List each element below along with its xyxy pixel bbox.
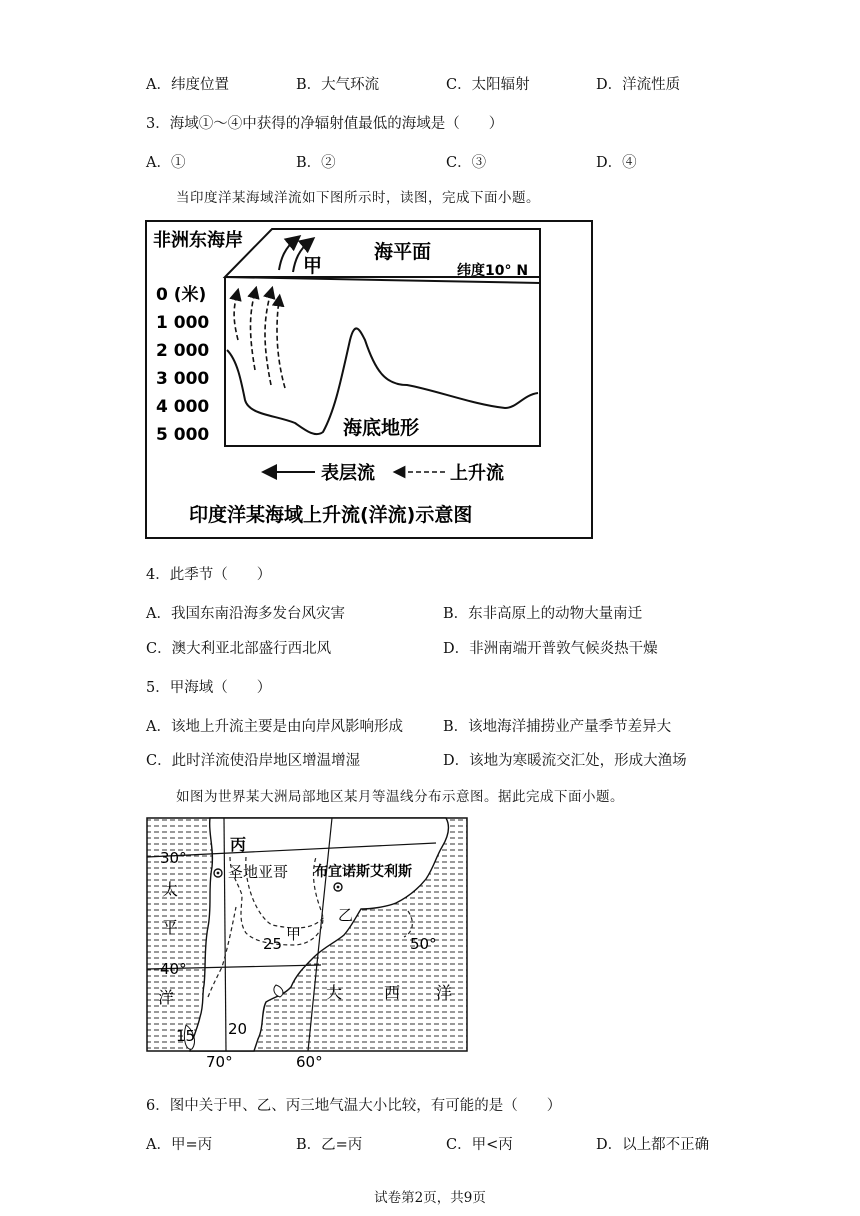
depth-label-3000: 3 000 — [156, 369, 210, 389]
bing-label: 丙 — [230, 835, 247, 854]
isotherm-20-label: 20 — [228, 1020, 248, 1038]
q6-option-d[interactable]: D．以上都不正确 — [596, 1137, 710, 1153]
q4-option-c[interactable]: C．澳大利亚北部盛行西北风 — [146, 641, 332, 657]
pacific-char-3: 洋 — [158, 988, 175, 1007]
q4-stem: 4．此季节（ ） — [146, 567, 272, 583]
legend-surface: 表层流 — [321, 463, 375, 484]
isotherm-map — [146, 817, 468, 1073]
lon-70-label: 70° — [206, 1053, 233, 1071]
q6-option-a[interactable]: A．甲=丙 — [146, 1137, 213, 1153]
depth-label-2000: 2 000 — [156, 341, 210, 361]
q4-option-b[interactable]: B．东非高原上的动物大量南迁 — [443, 606, 643, 622]
yi-map-label: 乙 — [338, 906, 354, 924]
depth-label-4000: 4 000 — [156, 397, 210, 417]
q2-option-c[interactable]: C．太阳辐射 — [446, 77, 530, 93]
upwelling-diagram — [145, 220, 593, 540]
atlantic-char-2: 西 — [384, 983, 401, 1002]
q2-option-b[interactable]: B．大气环流 — [296, 77, 380, 93]
q5-stem: 5．甲海域（ ） — [146, 680, 272, 696]
q4-option-d[interactable]: D．非洲南端开普敦气候炎热干燥 — [443, 641, 658, 657]
q3-option-d[interactable]: D．④ — [596, 155, 637, 171]
q5-option-a[interactable]: A．该地上升流主要是由向岸风影响形成 — [146, 719, 403, 735]
legend-upwelling: 上升流 — [450, 463, 504, 484]
buenos-aires-label: 布宜诺斯艾利斯 — [314, 864, 412, 880]
lat-30-label: 30° — [160, 849, 187, 867]
atlantic-char-1: 大 — [326, 983, 343, 1002]
q6-option-c[interactable]: C．甲<丙 — [446, 1137, 513, 1153]
atlantic-char-3: 洋 — [436, 983, 453, 1002]
q3-option-a[interactable]: A．① — [146, 155, 186, 171]
q5-option-b[interactable]: B．该地海洋捕捞业产量季节差异大 — [443, 719, 672, 735]
q2-option-a[interactable]: A．纬度位置 — [146, 77, 229, 93]
sea-level-label: 海平面 — [374, 241, 432, 263]
q3-option-c[interactable]: C．③ — [446, 155, 487, 171]
q5-option-d[interactable]: D．该地为寒暖流交汇处，形成大渔场 — [443, 753, 687, 769]
q6-option-b[interactable]: B．乙=丙 — [296, 1137, 363, 1153]
coast-label: 非洲东海岸 — [153, 230, 243, 251]
jia-label: 甲 — [303, 255, 323, 277]
q5-option-c[interactable]: C．此时洋流使沿岸地区增温增湿 — [146, 753, 361, 769]
q3-option-b[interactable]: B．② — [296, 155, 336, 171]
figure1-caption: 印度洋某海域上升流(洋流)示意图 — [189, 504, 473, 526]
seabed-label: 海底地形 — [343, 417, 420, 439]
q4-option-a[interactable]: A．我国东南沿海多发台风灾害 — [146, 606, 345, 622]
intro-figure2: 如图为世界某大洲局部地区某月等温线分布示意图。据此完成下面小题。 — [176, 789, 624, 805]
depth-label-1000: 1 000 — [156, 313, 210, 333]
page-footer: 试卷第2页，共9页 — [374, 1190, 486, 1206]
intro-figure1: 当印度洋某海域洋流如下图所示时，读图，完成下面小题。 — [176, 190, 540, 206]
pacific-char-2: 平 — [162, 918, 179, 937]
q2-option-d[interactable]: D．洋流性质 — [596, 77, 681, 93]
lon-60-label: 60° — [296, 1053, 323, 1071]
isotherm-15-label: 15 — [176, 1027, 196, 1045]
latitude-label: 纬度10° N — [457, 263, 529, 279]
jia-map-label: 甲 — [286, 925, 302, 943]
lat-40-label: 40° — [160, 960, 187, 978]
santiago-label: 圣地亚哥 — [228, 863, 289, 881]
pacific-char-1: 太 — [162, 880, 179, 899]
depth-label-5000: 5 000 — [156, 425, 210, 445]
depth-label-0: 0 (米) — [156, 285, 207, 305]
q3-stem: 3．海域①～④中获得的净辐射值最低的海域是（ ） — [146, 116, 504, 132]
q6-stem: 6．图中关于甲、乙、丙三地气温大小比较，有可能的是（ ） — [146, 1098, 562, 1114]
isotherm-25-label: 25 — [263, 935, 283, 953]
lat-50-label: 50° — [410, 935, 437, 953]
